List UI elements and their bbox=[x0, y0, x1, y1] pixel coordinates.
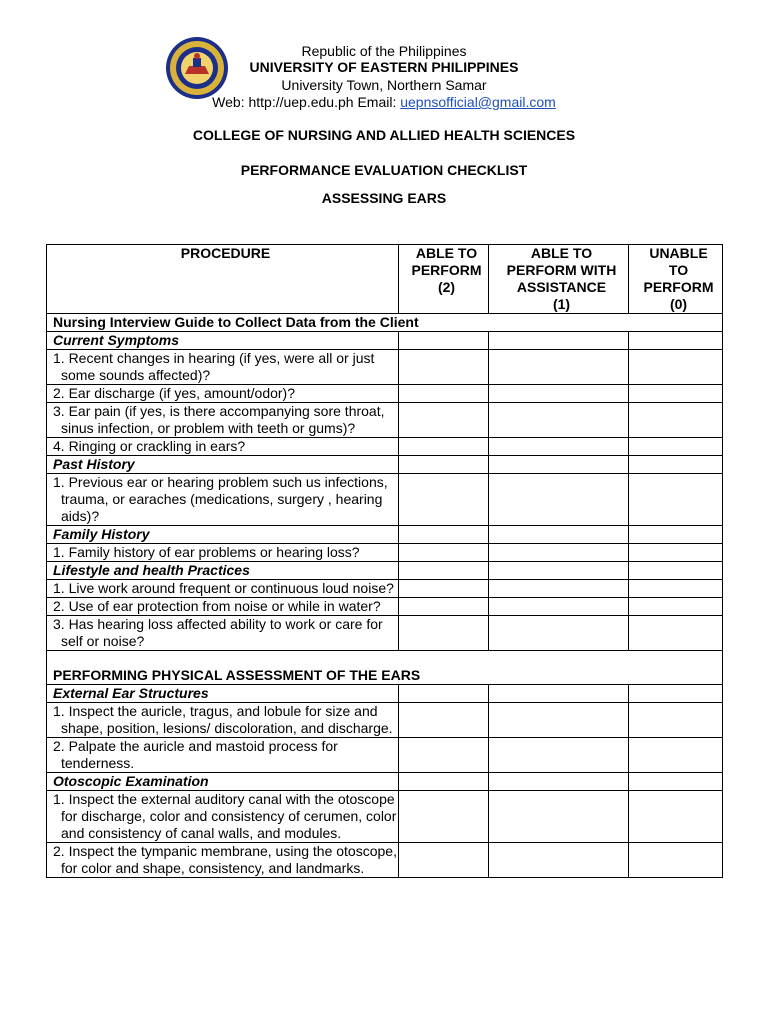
score-cell-unable[interactable] bbox=[629, 456, 723, 474]
university-address: University Town, Northern Samar bbox=[281, 77, 487, 93]
score-cell-able[interactable] bbox=[399, 598, 489, 616]
subsection-row bbox=[47, 526, 723, 544]
email-link[interactable]: uepnsofficial@gmail.com bbox=[400, 94, 556, 110]
score-cell-able[interactable] bbox=[399, 438, 489, 456]
score-cell-able[interactable] bbox=[399, 385, 489, 403]
topic-title: ASSESSING EARS bbox=[321, 190, 447, 206]
subsection-label: Current Symptoms bbox=[47, 332, 399, 350]
score-cell-assist[interactable] bbox=[489, 456, 629, 474]
procedure-header: PROCEDURE bbox=[47, 245, 399, 314]
score-cell-assist[interactable] bbox=[489, 738, 629, 773]
table-header-row bbox=[47, 245, 723, 314]
score-cell-assist[interactable] bbox=[489, 403, 629, 438]
table-row bbox=[47, 385, 723, 403]
score-cell-unable[interactable] bbox=[629, 332, 723, 350]
table-row bbox=[47, 544, 723, 562]
unable-header-line: PERFORM bbox=[643, 279, 714, 295]
assist-header-line: (1) bbox=[552, 296, 571, 312]
score-cell-assist[interactable] bbox=[489, 580, 629, 598]
score-cell-assist[interactable] bbox=[489, 843, 629, 878]
subsection-row bbox=[47, 685, 723, 703]
score-cell-able[interactable] bbox=[399, 773, 489, 791]
section-row bbox=[47, 314, 723, 332]
score-cell-able[interactable] bbox=[399, 403, 489, 438]
score-cell-able[interactable] bbox=[399, 332, 489, 350]
contact-line bbox=[0, 94, 768, 110]
table-row bbox=[47, 350, 723, 385]
able-header-line: PERFORM bbox=[411, 262, 482, 278]
score-cell-assist[interactable] bbox=[489, 474, 629, 526]
score-cell-unable[interactable] bbox=[629, 350, 723, 385]
table-row bbox=[47, 703, 723, 738]
table-row bbox=[47, 598, 723, 616]
procedure-item: 3. Has hearing loss affected ability to work or care for self or noise? bbox=[47, 616, 399, 651]
procedure-item: 1. Recent changes in hearing (if yes, were all or just some sounds affected)? bbox=[47, 350, 399, 385]
score-cell-able[interactable] bbox=[399, 526, 489, 544]
procedure-item: 1. Previous ear or hearing problem such us infections, trauma, or earaches (medications, surgery , hearing aids)? bbox=[47, 474, 399, 526]
score-cell-unable[interactable] bbox=[629, 562, 723, 580]
score-cell-assist[interactable] bbox=[489, 616, 629, 651]
republic-line: Republic of the Philippines bbox=[301, 43, 467, 59]
able-to-perform-header bbox=[399, 245, 489, 314]
score-cell-able[interactable] bbox=[399, 791, 489, 843]
score-cell-assist[interactable] bbox=[489, 685, 629, 703]
score-cell-unable[interactable] bbox=[629, 616, 723, 651]
section-row bbox=[47, 651, 723, 685]
college-name: COLLEGE OF NURSING AND ALLIED HEALTH SCIENCES bbox=[192, 127, 576, 143]
able-header-line: ABLE TO bbox=[415, 245, 478, 261]
section-heading: Nursing Interview Guide to Collect Data from the Client bbox=[47, 314, 723, 332]
unable-header-line: (0) bbox=[669, 296, 688, 312]
score-cell-able[interactable] bbox=[399, 703, 489, 738]
score-cell-assist[interactable] bbox=[489, 703, 629, 738]
procedure-item: 2. Ear discharge (if yes, amount/odor)? bbox=[47, 385, 399, 403]
score-cell-assist[interactable] bbox=[489, 791, 629, 843]
document-title: PERFORMANCE EVALUATION CHECKLIST bbox=[240, 162, 528, 178]
table-row bbox=[47, 616, 723, 651]
table-row bbox=[47, 791, 723, 843]
procedure-item: 4. Ringing or crackling in ears? bbox=[47, 438, 399, 456]
unable-header-line: UNABLE bbox=[649, 245, 708, 261]
score-cell-unable[interactable] bbox=[629, 544, 723, 562]
score-cell-able[interactable] bbox=[399, 738, 489, 773]
university-name: UNIVERSITY OF EASTERN PHILIPPINES bbox=[249, 59, 519, 75]
procedure-item: 2. Palpate the auricle and mastoid process for tenderness. bbox=[47, 738, 399, 773]
procedure-item: 2. Use of ear protection from noise or while in water? bbox=[47, 598, 399, 616]
score-cell-able[interactable] bbox=[399, 562, 489, 580]
score-cell-able[interactable] bbox=[399, 474, 489, 526]
score-cell-able[interactable] bbox=[399, 616, 489, 651]
score-cell-unable[interactable] bbox=[629, 403, 723, 438]
score-cell-unable[interactable] bbox=[629, 843, 723, 878]
score-cell-unable[interactable] bbox=[629, 738, 723, 773]
score-cell-able[interactable] bbox=[399, 580, 489, 598]
score-cell-unable[interactable] bbox=[629, 791, 723, 843]
section-heading: PERFORMING PHYSICAL ASSESSMENT OF THE EARS bbox=[47, 651, 723, 685]
subsection-row bbox=[47, 456, 723, 474]
assist-header-line: PERFORM WITH bbox=[506, 262, 617, 278]
procedure-item: 2. Inspect the tympanic membrane, using the otoscope, for color and shape, consistency, and landmarks. bbox=[47, 843, 399, 878]
score-cell-assist[interactable] bbox=[489, 438, 629, 456]
score-cell-unable[interactable] bbox=[629, 685, 723, 703]
subsection-label: Past History bbox=[47, 456, 399, 474]
unable-to-perform-header bbox=[629, 245, 723, 314]
score-cell-unable[interactable] bbox=[629, 385, 723, 403]
procedure-item: 3. Ear pain (if yes, is there accompanying sore throat, sinus infection, or problem with teeth or gums)? bbox=[47, 403, 399, 438]
score-cell-assist[interactable] bbox=[489, 385, 629, 403]
score-cell-unable[interactable] bbox=[629, 580, 723, 598]
table-row bbox=[47, 403, 723, 438]
score-cell-able[interactable] bbox=[399, 544, 489, 562]
procedure-item: 1. Live work around frequent or continuous loud noise? bbox=[47, 580, 399, 598]
table-row bbox=[47, 438, 723, 456]
score-cell-assist[interactable] bbox=[489, 598, 629, 616]
subsection-label: External Ear Structures bbox=[47, 685, 399, 703]
score-cell-unable[interactable] bbox=[629, 526, 723, 544]
subsection-label: Family History bbox=[47, 526, 399, 544]
subsection-label: Lifestyle and health Practices bbox=[47, 562, 399, 580]
subsection-row bbox=[47, 562, 723, 580]
score-cell-assist[interactable] bbox=[489, 332, 629, 350]
perform-with-assistance-header bbox=[489, 245, 629, 314]
able-header-line: (2) bbox=[437, 279, 456, 295]
table-row bbox=[47, 738, 723, 773]
web-label: Web: http://uep.edu.ph Email: bbox=[212, 94, 401, 110]
subsection-row bbox=[47, 773, 723, 791]
score-cell-unable[interactable] bbox=[629, 703, 723, 738]
score-cell-unable[interactable] bbox=[629, 773, 723, 791]
unable-header-line: TO bbox=[668, 262, 689, 278]
procedure-item: 1. Inspect the auricle, tragus, and lobule for size and shape, position, lesions/ discoloration, and discharge. bbox=[47, 703, 399, 738]
table-row bbox=[47, 474, 723, 526]
score-cell-assist[interactable] bbox=[489, 544, 629, 562]
score-cell-assist[interactable] bbox=[489, 773, 629, 791]
table-row bbox=[47, 843, 723, 878]
procedure-item: 1. Family history of ear problems or hearing loss? bbox=[47, 544, 399, 562]
score-cell-unable[interactable] bbox=[629, 474, 723, 526]
assist-header-line: ASSISTANCE bbox=[516, 279, 607, 295]
score-cell-unable[interactable] bbox=[629, 598, 723, 616]
subsection-row bbox=[47, 332, 723, 350]
score-cell-able[interactable] bbox=[399, 843, 489, 878]
table-row bbox=[47, 580, 723, 598]
score-cell-assist[interactable] bbox=[489, 526, 629, 544]
score-cell-able[interactable] bbox=[399, 350, 489, 385]
score-cell-assist[interactable] bbox=[489, 562, 629, 580]
evaluation-checklist-table bbox=[46, 244, 723, 878]
score-cell-unable[interactable] bbox=[629, 438, 723, 456]
procedure-item: 1. Inspect the external auditory canal with the otoscope for discharge, color and consistency of cerumen, color and consistency of canal walls, and modules. bbox=[47, 791, 399, 843]
score-cell-able[interactable] bbox=[399, 456, 489, 474]
score-cell-able[interactable] bbox=[399, 685, 489, 703]
subsection-label: Otoscopic Examination bbox=[47, 773, 399, 791]
score-cell-assist[interactable] bbox=[489, 350, 629, 385]
assist-header-line: ABLE TO bbox=[530, 245, 593, 261]
